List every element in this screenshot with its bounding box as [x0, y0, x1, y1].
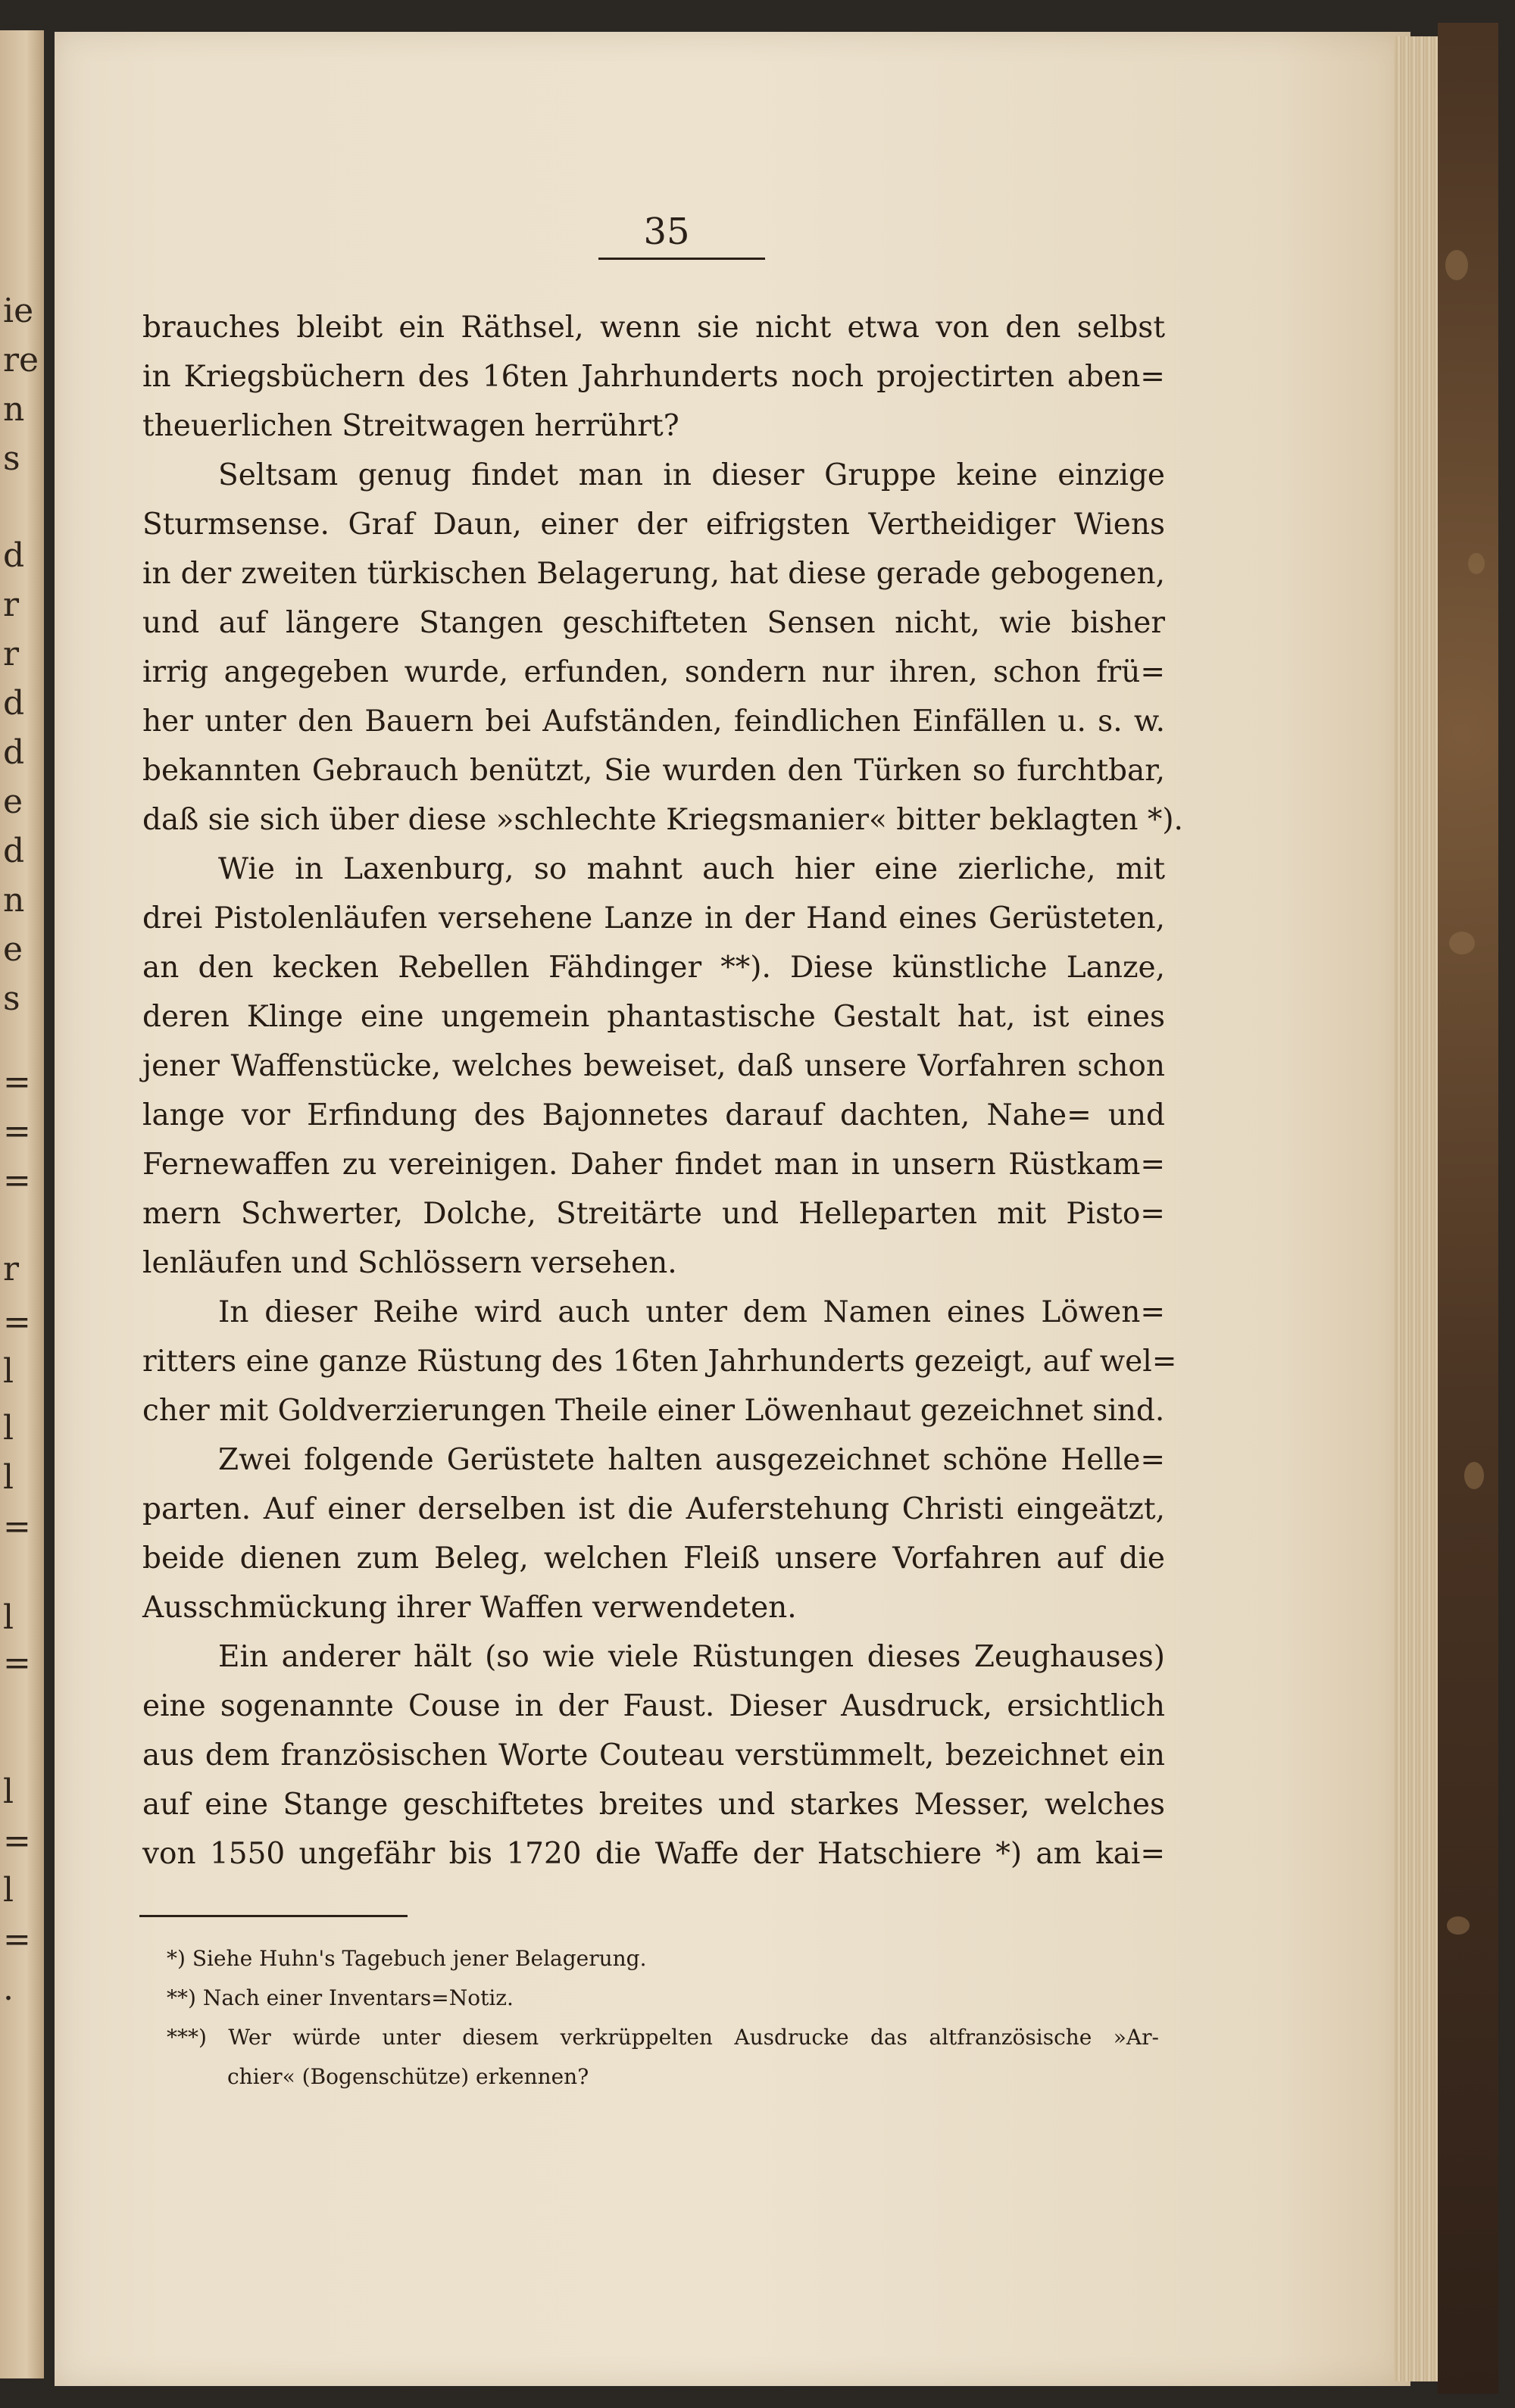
- text-line: Seltsam genug findet man in dieser Gruppe keine einzige: [218, 458, 1165, 492]
- footnote-rule: [139, 1915, 408, 1917]
- text-line: an den kecken Rebellen Fähdinger **). Diese künstliche Lanze,: [142, 951, 1165, 985]
- text-line: und auf längere Stangen geschifteten Sensen nicht, wie bisher: [142, 606, 1165, 640]
- text-line: eine sogenannte Couse in der Faust. Dieser Ausdruck, ersichtlich: [142, 1689, 1165, 1723]
- text-line: lenläufen und Schlössern versehen.: [142, 1246, 677, 1280]
- text-line: Sturmsense. Graf Daun, einer der eifrigsten Vertheidiger Wiens: [142, 508, 1165, 542]
- prev-page-fragment: l: [3, 1598, 14, 1637]
- text-line: bekannten Gebrauch benützt, Sie wurden den Türken so furchtbar,: [142, 754, 1165, 788]
- text-line: parten. Auf einer derselben ist die Auferstehung Christi eingeätzt,: [142, 1492, 1165, 1526]
- prev-page-fragment: s: [3, 439, 20, 478]
- prev-page-fragment: l: [3, 1458, 14, 1497]
- text-line: her unter den Bauern bei Aufständen, feindlichen Einfällen u. s. w.: [142, 704, 1165, 739]
- text-line: von 1550 ungefähr bis 1720 die Waffe der Hatschiere *) am kai=: [142, 1837, 1165, 1871]
- prev-page-fragment: s: [3, 979, 20, 1018]
- prev-page-fragment: d: [3, 733, 25, 772]
- prev-page-fragment: re: [3, 341, 39, 379]
- prev-page-fragment: .: [3, 1969, 14, 2008]
- text-line: ritters eine ganze Rüstung des 16ten Jahrhunderts gezeigt, auf wel=: [142, 1345, 1177, 1379]
- prev-page-fragment: =: [3, 1822, 31, 1860]
- header-rule: [598, 258, 765, 260]
- text-line: mern Schwerter, Dolche, Streitärte und Helleparten mit Pisto=: [142, 1197, 1165, 1231]
- prev-page-fragment: d: [3, 684, 25, 723]
- page-block-edge: [1394, 36, 1439, 2381]
- prev-page-fragment: =: [3, 1112, 31, 1151]
- prev-page-fragment: d: [3, 536, 25, 575]
- prev-page-fragment: r: [3, 586, 20, 624]
- text-line: irrig angegeben wurde, erfunden, sondern nur ihren, schon frü=: [142, 655, 1165, 689]
- text-line: Wie in Laxenburg, so mahnt auch hier eine zierliche, mit: [218, 852, 1165, 886]
- text-line: Ein anderer hält (so wie viele Rüstungen dieses Zeughauses): [218, 1640, 1165, 1674]
- prev-page-fragment: =: [3, 1303, 31, 1341]
- prev-page-fragment: =: [3, 1161, 31, 1200]
- prev-page-fragment: l: [3, 1352, 14, 1391]
- prev-page-fragment: e: [3, 782, 23, 821]
- marbled-cover: [1438, 23, 1498, 2394]
- text-line: in Kriegsbüchern des 16ten Jahrhunderts noch projectirten aben=: [142, 360, 1165, 394]
- text-line: In dieser Reihe wird auch unter dem Namen eines Löwen=: [218, 1295, 1165, 1329]
- prev-page-fragment: ie: [3, 292, 34, 330]
- prev-page-fragment: l: [3, 1772, 14, 1811]
- prev-page-fragment: r: [3, 635, 20, 673]
- prev-page-fragment: d: [3, 832, 25, 870]
- prev-page-fragment: =: [3, 1644, 31, 1682]
- prev-page-fragment: n: [3, 881, 25, 920]
- text-line: beide dienen zum Beleg, welchen Fleiß unsere Vorfahren auf die: [142, 1541, 1165, 1576]
- text-line: auf eine Stange geschiftetes breites und starkes Messer, welches: [142, 1788, 1165, 1822]
- prev-page-fragment: =: [3, 1920, 31, 1959]
- footnotes: [167, 1939, 1159, 2097]
- text-line: brauches bleibt ein Räthsel, wenn sie nicht etwa von den selbst: [142, 311, 1165, 345]
- prev-page-fragment: e: [3, 930, 23, 969]
- text-line: theuerlichen Streitwagen herrührt?: [142, 409, 679, 443]
- text-line: in der zweiten türkischen Belagerung, hat diese gerade gebogenen,: [142, 557, 1165, 591]
- text-line: Ausschmückung ihrer Waffen verwendeten.: [142, 1591, 797, 1625]
- footnote: **) Nach einer Inventars=Notiz.: [167, 1985, 514, 2010]
- text-line: Zwei folgende Gerüstete halten ausgezeichnet schöne Helle=: [218, 1443, 1165, 1477]
- footnote: ***) Wer würde unter diesem verkrüppelten Ausdrucke das altfranzösische »Ar-: [167, 2025, 1159, 2050]
- prev-page-fragment: =: [3, 1063, 31, 1101]
- text-line: cher mit Goldverzierungen Theile einer Löwenhaut gezeichnet sind.: [142, 1394, 1165, 1428]
- prev-page-fragment: =: [3, 1507, 31, 1546]
- prev-page-fragment: l: [3, 1871, 14, 1910]
- text-line: deren Klinge eine ungemein phantastische Gestalt hat, ist eines: [142, 1000, 1165, 1034]
- footnote-continuation: chier« (Bogenschütze) erkennen?: [227, 2064, 589, 2089]
- previous-page-edge: [0, 30, 44, 2378]
- text-line: daß sie sich über diese »schlechte Kriegsmanier« bitter beklagten *).: [142, 803, 1183, 837]
- text-line: lange vor Erfindung des Bajonnetes darauf dachten, Nahe= und: [142, 1098, 1165, 1132]
- page-number: 35: [643, 211, 690, 253]
- footnote: *) Siehe Huhn's Tagebuch jener Belagerung.: [167, 1946, 647, 1971]
- text-line: aus dem französischen Worte Couteau verstümmelt, bezeichnet ein: [142, 1738, 1165, 1772]
- text-line: drei Pistolenläufen versehene Lanze in der Hand eines Gerüsteten,: [142, 901, 1165, 935]
- text-line: Fernewaffen zu vereinigen. Daher findet man in unsern Rüstkam=: [142, 1148, 1165, 1182]
- body-text: [142, 303, 1183, 1879]
- prev-page-fragment: n: [3, 390, 25, 429]
- prev-page-fragment: l: [3, 1409, 14, 1448]
- text-line: jener Waffenstücke, welches beweiset, daß unsere Vorfahren schon: [142, 1049, 1165, 1083]
- prev-page-fragment: r: [3, 1250, 20, 1288]
